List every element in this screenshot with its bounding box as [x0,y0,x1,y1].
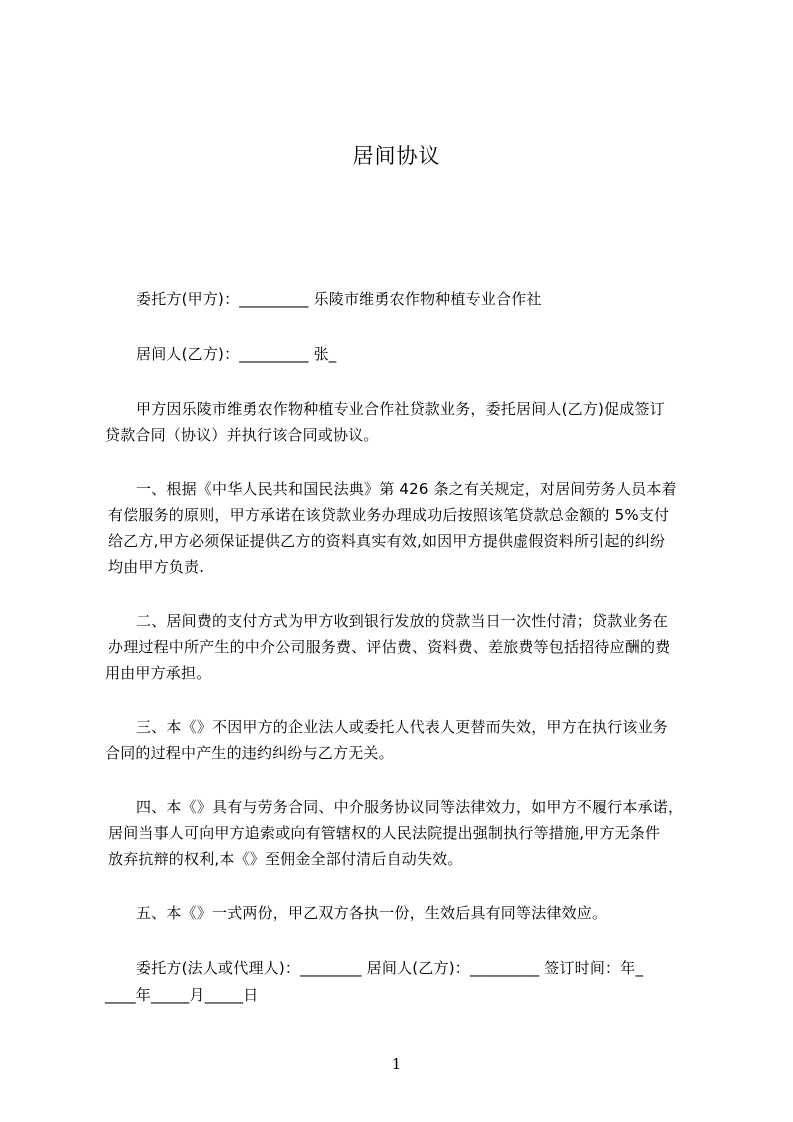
paragraph-line: 均由甲方负责. [108,558,205,576]
paragraph-line: 贷款合同（协议）并执行该合同或协议。 [105,426,379,444]
paragraph-line: 甲方因乐陵市维勇农作物种植专业合作社贷款业务，委托居间人(乙方)促成签订 [136,400,665,418]
paragraph-line: 办理过程中所产生的中介公司服务费、评估费、资料费、差旅费等包括招待应酬的费 [108,638,671,656]
paragraph-line: 二、居间费的支付方式为甲方收到银行发放的贷款当日一次性付清；贷款业务在 [136,612,669,630]
paragraph-line: 有偿服务的原则，甲方承诺在该贷款业务办理成功后按照该笔贷款总金额的 5%支付 [108,506,670,524]
signature-line: 委托方(法人或代理人)：________ 居间人(乙方)：_________ 签订时间：年_ [136,959,644,977]
signature-date-line: ____年_____月_____日 [105,986,259,1004]
paragraph-line: 四、本《》具有与劳务合同、中介服务协议同等法律效力，如甲方不履行本承诺， [136,798,684,816]
paragraph-line: 用由甲方承担。 [105,664,212,682]
paragraph-line: 五、本《》一式两份，甲乙双方各执一份，生效后具有同等法律效应。 [136,904,608,922]
paragraph-line: 三、本《》不因甲方的企业法人或委托人代表人更替而失效，甲方在执行该业务 [136,718,669,736]
principal-party-line: 委托方(甲方)：_________ 乐陵市维勇农作物种植专业合作社 [136,290,542,308]
paragraph-line: 一、根据《中华人民共和国民法典》第 426 条之有关规定，对居间劳务人员本着 [136,480,677,498]
paragraph-line: 合同的过程中产生的违约纠纷与乙方无关。 [105,744,394,762]
document-title: 居间协议 [352,144,441,168]
paragraph-line: 居间当事人可向甲方追索或向有管辖权的人民法院提出强制执行等措施,甲方无条件 [108,824,661,842]
paragraph-line: 给乙方,甲方必须保证提供乙方的资料真实有效,如因甲方提供虚假资料所引起的纠纷 [108,532,666,550]
page-number: 1 [391,1055,402,1073]
paragraph-line: 放弃抗辩的权利,本《》至佣金全部付清后自动失效。 [108,850,463,868]
intermediary-party-line: 居间人(乙方)：_________ 张_ [136,345,337,363]
